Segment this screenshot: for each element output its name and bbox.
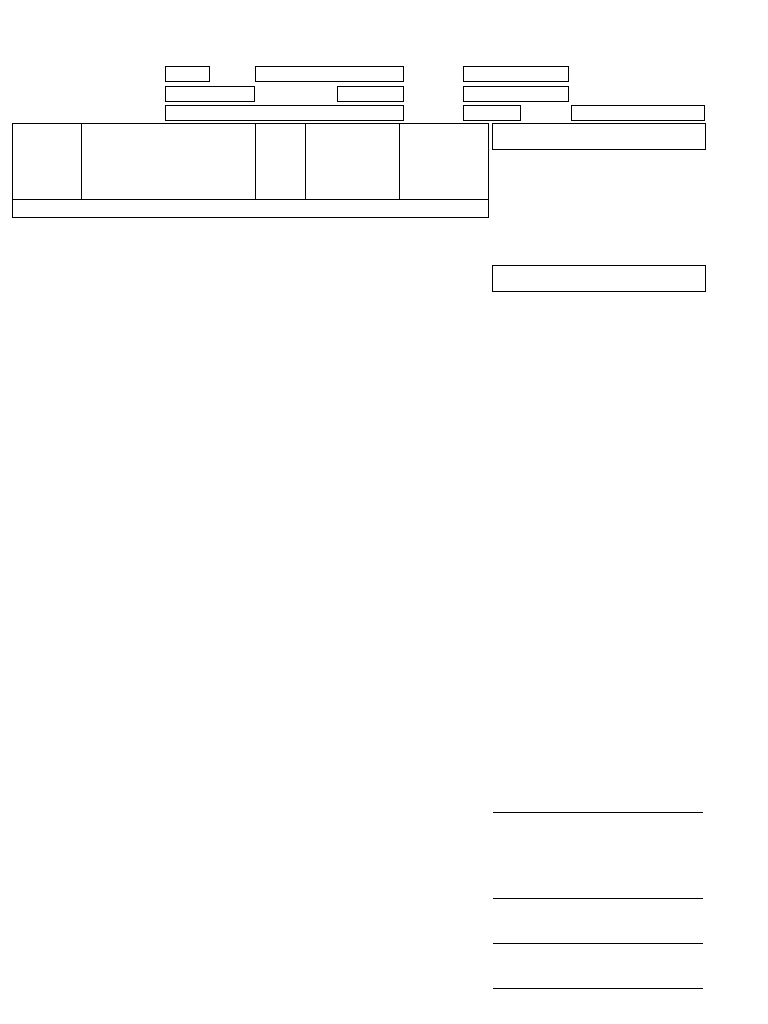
section-label	[521, 105, 571, 121]
school-name-field	[165, 105, 404, 121]
district-label	[404, 66, 460, 82]
division-field	[255, 66, 404, 82]
scc-signature-line-2	[493, 943, 703, 944]
summary-table	[492, 123, 706, 150]
curriculum-label	[404, 86, 460, 102]
col-action-header	[306, 124, 400, 200]
curriculum-field	[463, 86, 569, 102]
district-field	[463, 66, 569, 82]
scc-signature-line-1	[493, 898, 703, 899]
school-id-field	[165, 86, 255, 102]
section-field	[571, 105, 705, 121]
col-name-header	[82, 124, 256, 200]
school-year-label	[255, 86, 333, 102]
scc-signature-line-3	[493, 988, 703, 989]
instructions	[495, 562, 705, 576]
head-signature-line	[493, 812, 703, 813]
region-label	[100, 66, 160, 82]
division-label	[205, 66, 252, 82]
grade-level-field	[463, 105, 521, 121]
col-lrn-header	[13, 124, 82, 200]
male-section-label	[13, 200, 489, 218]
progress-table	[492, 265, 706, 292]
col-average-header	[256, 124, 306, 200]
region-field	[165, 66, 210, 82]
school-id-label	[100, 86, 160, 102]
col-did-not-meet-header	[400, 124, 489, 200]
progress-title	[493, 266, 706, 292]
school-year-field	[337, 86, 404, 102]
school-name-label	[100, 105, 160, 121]
learners-table-top	[12, 123, 489, 218]
grade-level-label	[404, 105, 460, 121]
summary-title	[493, 124, 706, 150]
